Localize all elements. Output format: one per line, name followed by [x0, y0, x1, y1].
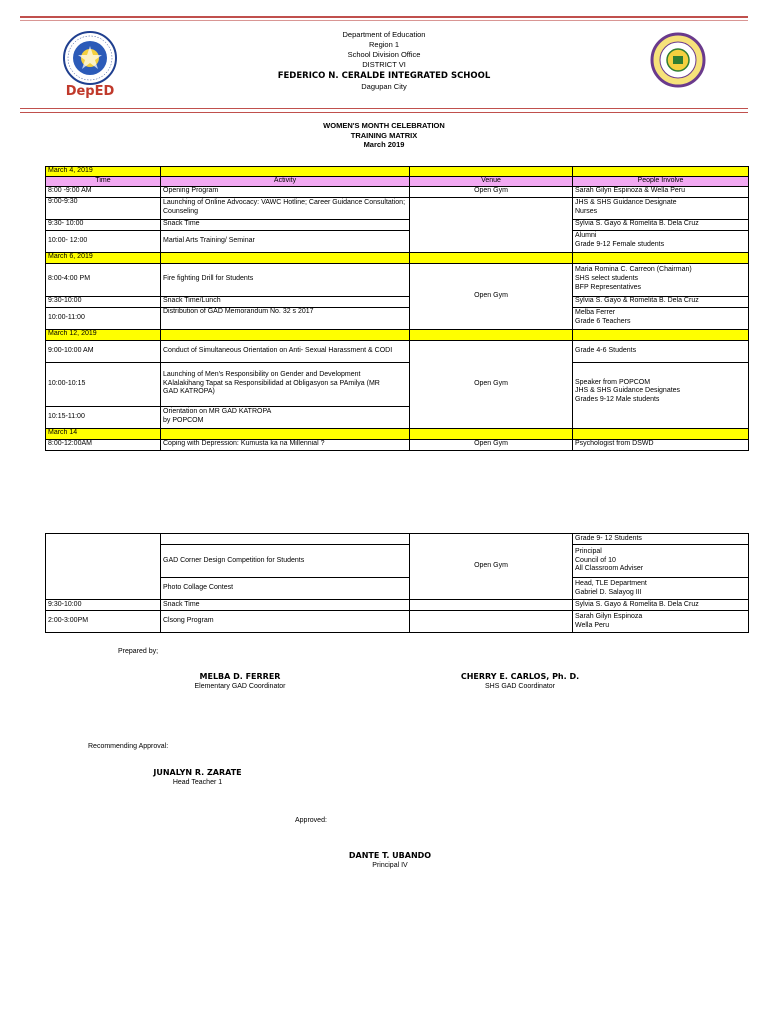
top-rule-thin [20, 20, 748, 21]
signatory-prepared-2 [430, 672, 610, 692]
letterhead [200, 30, 568, 92]
date-row [46, 329, 749, 340]
activity-cell: GAD Corner Design Competition for Students [161, 545, 410, 578]
time-cell: 10:15-11:00 [46, 406, 161, 428]
activity-cell: Launching of Men's Responsibility on Gender and Development KAlalakihang Tapat sa Responsibilidad at Obligasyon sa PAmilya (MR GAD KATROPA) [161, 362, 410, 406]
table-row [46, 197, 749, 219]
table-row [46, 186, 749, 197]
prepared-by-label: Prepared by; [118, 648, 159, 655]
dept-name: Department of Education [342, 30, 426, 39]
col-venue: Venue [410, 176, 573, 186]
activity-cell: Photo Collage Contest [161, 578, 410, 600]
activity-cell: Coping with Depression: Kumusta ka na Millennial ? [161, 439, 410, 450]
signatory-title: Principal IV [372, 862, 408, 869]
table-row [46, 362, 749, 406]
people-cell: Grade 9- 12 Students [573, 534, 749, 545]
activity-cell: Orientation on MR GAD KATROPA by POPCOM [161, 406, 410, 428]
signatory-title: Head Teacher 1 [172, 779, 223, 786]
approved-label: Approved: [295, 817, 327, 824]
signatory-recommending [110, 768, 285, 788]
table-row [46, 340, 749, 362]
time-cell: 9:30-10:00 [46, 296, 161, 307]
people-cell: Maria Romina C. Carreon (Chairman) SHS select students BFP Representatives [573, 263, 749, 296]
people-cell: Speaker from POPCOM JHS & SHS Guidance Designates Grades 9-12 Male students [573, 362, 749, 428]
people-cell: Sylvia S. Gayo & Romelita B. Dela Cruz [573, 296, 749, 307]
venue-cell [410, 611, 573, 633]
region: Region 1 [368, 40, 400, 49]
activity-cell: Snack Time/Lunch [161, 296, 410, 307]
people-cell: Grade 4-6 Students [573, 340, 749, 362]
signatory-approved [300, 851, 480, 871]
people-cell: Sylvia S. Gayo & Romelita B. Dela Cruz [573, 219, 749, 230]
venue-cell [410, 600, 573, 611]
column-header-row [46, 176, 749, 186]
time-cell: 2:00-3:00PM [46, 611, 161, 633]
table-row [46, 534, 749, 545]
people-cell: Sylvia S. Gayo & Romelita B. Dela Cruz [573, 600, 749, 611]
table-row [46, 611, 749, 633]
table-row [46, 296, 749, 307]
venue-cell: Open Gym [410, 186, 573, 197]
people-cell: Melba Ferrer Grade 6 Teachers [573, 307, 749, 329]
date-row [46, 167, 749, 177]
division-office: School Division Office [347, 50, 421, 59]
city: Dagupan City [361, 82, 407, 91]
people-cell: Sarah Gilyn Espinoza & Wella Peru [573, 186, 749, 197]
col-activity: Activity [161, 176, 410, 186]
signatory-name: JUNALYN R. ZARATE [153, 768, 242, 777]
time-cell: 9:30- 10:00 [46, 219, 161, 230]
time-cell: 10:00-11:00 [46, 307, 161, 329]
table-row [46, 263, 749, 296]
venue-cell: Open Gym [410, 340, 573, 428]
activity-cell: Launching of Online Advocacy: VAWC Hotline; Career Guidance Consultation; Counseling [161, 197, 410, 219]
date-row [46, 252, 749, 263]
training-matrix-table [45, 166, 749, 451]
school-seal-logo [650, 32, 706, 88]
header-rule-2 [20, 112, 748, 113]
activity-cell: Martial Arts Training/ Seminar [161, 230, 410, 252]
school-name: FEDERICO N. CERALDE INTEGRATED SCHOOL [277, 71, 491, 81]
col-time: Time [46, 176, 161, 186]
activity-cell [161, 534, 410, 545]
top-rule [20, 16, 748, 18]
col-people: People Involve [573, 176, 749, 186]
people-cell: Principal Council of 10 All Classroom Adviser [573, 545, 749, 578]
people-cell: Alumni Grade 9-12 Female students [573, 230, 749, 252]
people-cell: JHS & SHS Guidance Designate Nurses [573, 197, 749, 219]
title-line-3: March 2019 [363, 140, 405, 149]
signatory-name: DANTE T. UBANDO [348, 851, 432, 860]
title-line-1: WOMEN'S MONTH CELEBRATION [323, 121, 445, 130]
time-cell: 9:00-10:00 AM [46, 340, 161, 362]
training-matrix-table-continued [45, 533, 749, 633]
activity-cell: Snack Time [161, 600, 410, 611]
table-row [46, 219, 749, 230]
signatory-name: CHERRY E. CARLOS, Ph. D. [460, 672, 580, 681]
signatory-name: MELBA D. FERRER [199, 672, 281, 681]
venue-cell [410, 197, 573, 252]
time-cell: 8:00 -9:00 AM [46, 186, 161, 197]
time-cell: 9:30-10:00 [46, 600, 161, 611]
signatory-title: SHS GAD Coordinator [484, 683, 556, 690]
people-cell: Head, TLE Department Gabriel D. Salayog III [573, 578, 749, 600]
signatory-title: Elementary GAD Coordinator [194, 683, 286, 690]
date-cell: March 14 [46, 428, 161, 439]
venue-cell: Open Gym [410, 263, 573, 329]
title-line-2: TRAINING MATRIX [350, 130, 418, 140]
time-cell: 10:00- 12:00 [46, 230, 161, 252]
deped-wordmark: DepED [65, 84, 115, 99]
activity-cell: Clsong Program [161, 611, 410, 633]
date-row [46, 428, 749, 439]
people-cell: Psychologist from DSWD [573, 439, 749, 450]
time-cell: 8:00-4:00 PM [46, 263, 161, 296]
table-row [46, 307, 749, 329]
activity-cell: Opening Program [161, 186, 410, 197]
table-row [46, 230, 749, 252]
activity-cell: Distribution of GAD Memorandum No. 32 s 2017 [161, 307, 410, 329]
date-cell: March 4, 2019 [46, 167, 161, 177]
activity-cell: Fire fighting Drill for Students [161, 263, 410, 296]
activity-cell: Snack Time [161, 219, 410, 230]
date-cell: March 12, 2019 [46, 329, 161, 340]
venue-cell: Open Gym [410, 439, 573, 450]
people-cell: Sarah Gilyn Espinoza Wella Peru [573, 611, 749, 633]
signatory-prepared-1 [150, 672, 330, 692]
time-cell: 10:00-10:15 [46, 362, 161, 406]
table-row [46, 600, 749, 611]
activity-cell: Conduct of Simultaneous Orientation on Anti- Sexual Harassment & CODI [161, 340, 410, 362]
time-cell [46, 534, 161, 600]
time-cell: 8:00-12:00AM [46, 439, 161, 450]
table-row [46, 439, 749, 450]
date-cell: March 6, 2019 [46, 252, 161, 263]
district: DISTRICT VI [362, 60, 406, 69]
header-rule [20, 108, 748, 109]
deped-seal-logo [55, 28, 125, 100]
venue-cell: Open Gym [410, 534, 573, 600]
time-cell: 9:00-9:30 [46, 197, 161, 219]
document-title [200, 121, 568, 150]
recommending-approval-label: Recommending Approval: [88, 743, 169, 750]
